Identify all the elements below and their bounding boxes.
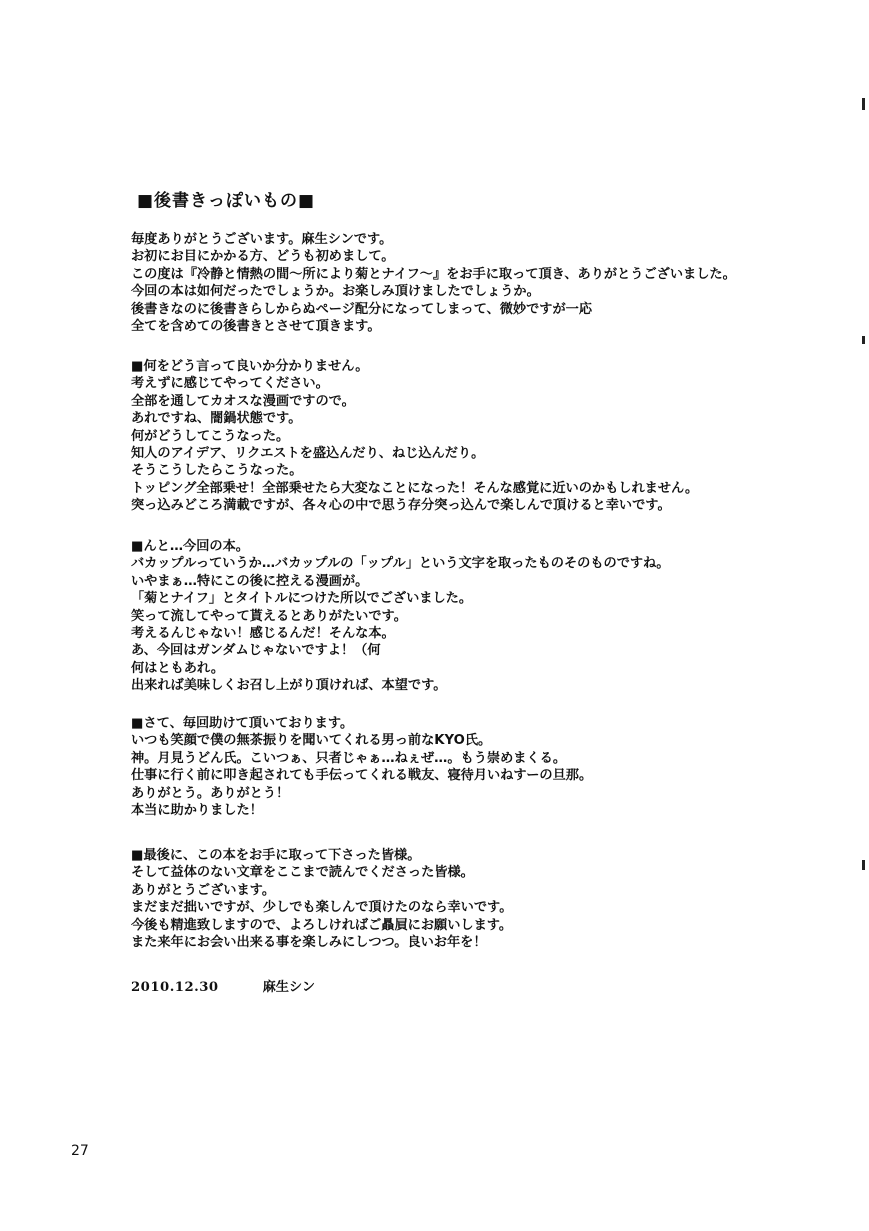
text-line: そうこうしたらこうなった。 [131,463,303,479]
text-line: ありがとうございます。 [131,882,276,898]
text-line: 全てを含めての後書きとさせて頂きます。 [131,318,381,334]
text-line: お初にお目にかかる方、どうも初めまして。 [131,249,395,265]
section-title: ■さて、毎回助けて頂いております。 [131,716,354,731]
text-line: 今回の本は如何だったでしょうか。お楽しみ頂けましたでしょうか。 [131,284,540,300]
text-line: 何はともあれ。 [131,660,225,676]
text-line: 全部を通してカオスな漫画ですので。 [131,393,355,409]
scan-edge-mark [862,336,865,344]
section-title: ■何をどう言って良いか分かりません。 [131,359,369,374]
text-line: トッピング全部乗せ！全部乗せたら大変なことになった！そんな感覚に近いのかもしれません。 [131,480,699,496]
text-line: また来年にお会い出来る事を楽しみにしつつ。良いお年を！ [131,934,487,950]
page-number: 27 [71,1143,89,1159]
text-line: 毎度ありがとうございます。麻生シンです。 [131,232,393,247]
signature-date: 2010.12.30 [131,980,219,995]
scan-edge-mark [862,860,865,870]
text-line: 考えるんじゃない！感じるんだ！そんな本。 [131,625,395,641]
text-line: 神。月見うどん氏。こいつぁ、只者じゃぁ…ねぇぜ…。もう崇めまくる。 [131,750,567,766]
section-this-book [131,538,669,695]
section-chaos [131,358,698,515]
text-line: 後書きなのに後書きらしからぬページ配分になってしまって、微妙ですが一応 [131,301,593,317]
text-line: そして益体のない文章をここまで読んでくださった皆様。 [131,865,474,881]
text-line: 突っ込みどころ満載ですが、各々心の中で思う存分突っ込んで楽しんで頂けると幸いです。 [131,498,671,514]
section-title: ■最後に、この本をお手に取って下さった皆様。 [131,848,421,863]
section-thanks-helpers [131,715,592,819]
text-line: 「菊とナイフ」とタイトルにつけた所以でございました。 [131,591,473,607]
text-line: 考えずに感じてやってください。 [131,376,329,392]
section-title: ■んと…今回の本。 [131,539,249,554]
text-line: いつも笑顔で僕の無茶振りを聞いてくれる男っ前なKYO氏。 [131,733,492,749]
intro-paragraph [131,231,736,335]
signature-author: 麻生シン [262,980,316,995]
text-line: 仕事に行く前に叩き起されても手伝ってくれる戦友、寝待月いねすーの旦那。 [131,768,593,784]
afterword-heading: ■後書きっぽいもの■ [137,191,316,211]
text-line: あれですね、闇鍋状態です。 [131,411,302,427]
scan-edge-mark [862,98,865,110]
text-line: この度は『冷静と情熱の間〜所により菊とナイフ〜』をお手に取って頂き、ありがとうございました。 [131,266,736,282]
text-line: 出来れば美味しくお召し上がり頂ければ、本望です。 [131,678,447,694]
text-line: あ、今回はガンダムじゃないですよ！（何 [131,643,381,659]
text-line: いやまぁ…特にこの後に控える漫画が。 [131,573,369,589]
text-line: 今後も精進致しますので、よろしければご贔屓にお願いします。 [131,917,513,933]
text-line: 笑って流してやって貰えるとありがたいです。 [131,608,407,624]
section-thanks-readers [131,847,512,951]
text-line: まだまだ拙いですが、少しでも楽しんで頂けたのなら幸いです。 [131,900,513,916]
text-line: バカップルっていうか…バカップルの「ップル」という文字を取ったものそのものですね。 [131,556,670,572]
text-line: 何がどうしてこうなった。 [131,428,290,444]
text-line: 本当に助かりました！ [131,802,263,818]
text-line: 知人のアイデア、リクエストを盛込んだり、ねじ込んだり。 [131,445,485,461]
text-line: ありがとう。ありがとう！ [131,785,290,801]
signature [131,976,315,995]
